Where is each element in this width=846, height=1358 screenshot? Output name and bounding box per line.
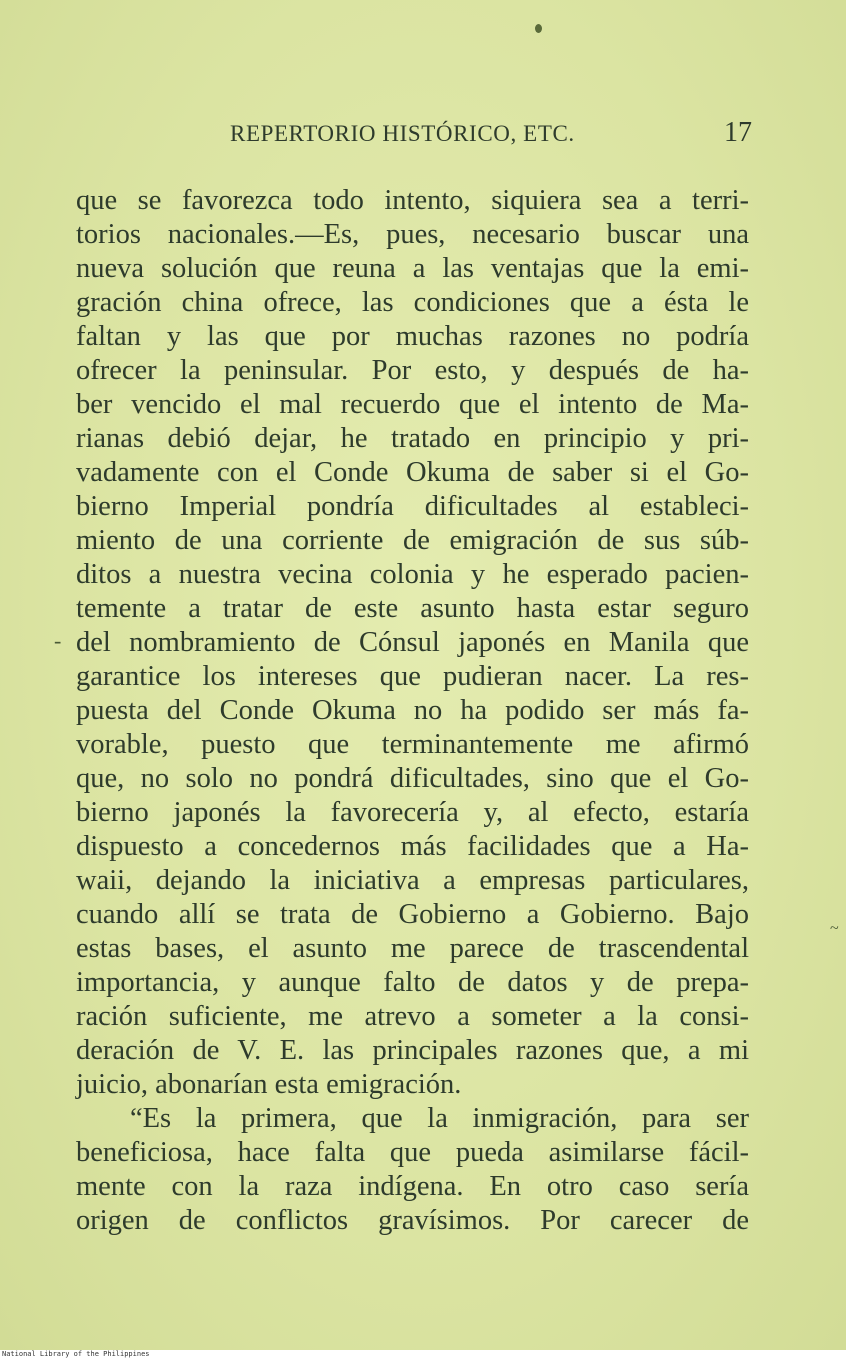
body-text: [76, 184, 749, 1238]
text-line: puesta del Conde Okuma no ha podido ser más fa-: [76, 695, 749, 726]
text-line: gración china ofrece, las condiciones que a ésta le: [76, 287, 749, 318]
margin-dash-mark: -: [54, 628, 62, 653]
text-line: temente a tratar de este asunto hasta estar seguro: [76, 593, 749, 624]
text-line: estas bases, el asunto me parece de trascendental: [76, 933, 749, 964]
text-line: que se favorezca todo intento, siquiera sea a terri-: [76, 185, 749, 216]
text-line: ditos a nuestra vecina colonia y he esperado pacien-: [76, 559, 749, 590]
paragraph-2: [76, 1102, 749, 1238]
running-head: [76, 115, 752, 155]
text-line: mente con la raza indígena. En otro caso sería: [76, 1171, 749, 1202]
ink-speck: [535, 24, 542, 33]
page-number: 17: [724, 117, 752, 148]
text-line: vorable, puesto que terminantemente me afirmó: [76, 729, 749, 760]
text-line: deración de V. E. las principales razones que, a mi: [76, 1035, 749, 1066]
text-line: del nombramiento de Cónsul japonés en Manila que: [76, 627, 749, 658]
text-line: ofrecer la peninsular. Por esto, y después de ha-: [76, 355, 749, 386]
text-line: ración suficiente, me atrevo a someter a la consi-: [76, 1001, 749, 1032]
running-title: REPERTORIO HISTÓRICO, ETC.: [230, 121, 575, 146]
library-credit: National Library of the Philippines: [2, 1350, 150, 1358]
text-line: que, no solo no pondrá dificultades, sino que el Go-: [76, 763, 749, 794]
text-line: bierno japonés la favorecería y, al efecto, estaría: [76, 797, 749, 828]
text-line: juicio, abonarían esta emigración.: [76, 1069, 462, 1100]
margin-tick-mark: ~: [830, 920, 839, 937]
text-line: garantice los intereses que pudieran nacer. La res-: [76, 661, 749, 692]
text-line: beneficiosa, hace falta que pueda asimilarse fácil-: [76, 1137, 749, 1168]
text-line: bierno Imperial pondría dificultades al estableci-: [76, 491, 749, 522]
text-line: ber vencido el mal recuerdo que el intento de Ma-: [76, 389, 749, 420]
text-line: waii, dejando la iniciativa a empresas particulares,: [76, 865, 749, 896]
text-line: faltan y las que por muchas razones no podría: [76, 321, 749, 352]
text-line: rianas debió dejar, he tratado en principio y pri-: [76, 423, 749, 454]
text-line: miento de una corriente de emigración de sus súb-: [76, 525, 749, 556]
text-line: nueva solución que reuna a las ventajas que la emi-: [76, 253, 749, 284]
text-line: importancia, y aunque falto de datos y de prepa-: [76, 967, 749, 998]
text-line: torios nacionales.—Es, pues, necesario buscar una: [76, 219, 749, 250]
text-line: dispuesto a concedernos más facilidades que a Ha-: [76, 831, 749, 862]
text-line: origen de conflictos gravísimos. Por carecer de: [76, 1205, 749, 1236]
paragraph-1: [76, 184, 749, 1102]
text-line: “Es la primera, que la inmigración, para ser: [130, 1103, 749, 1134]
text-line: vadamente con el Conde Okuma de saber si el Go-: [76, 457, 749, 488]
text-line: cuando allí se trata de Gobierno a Gobierno. Bajo: [76, 899, 749, 930]
